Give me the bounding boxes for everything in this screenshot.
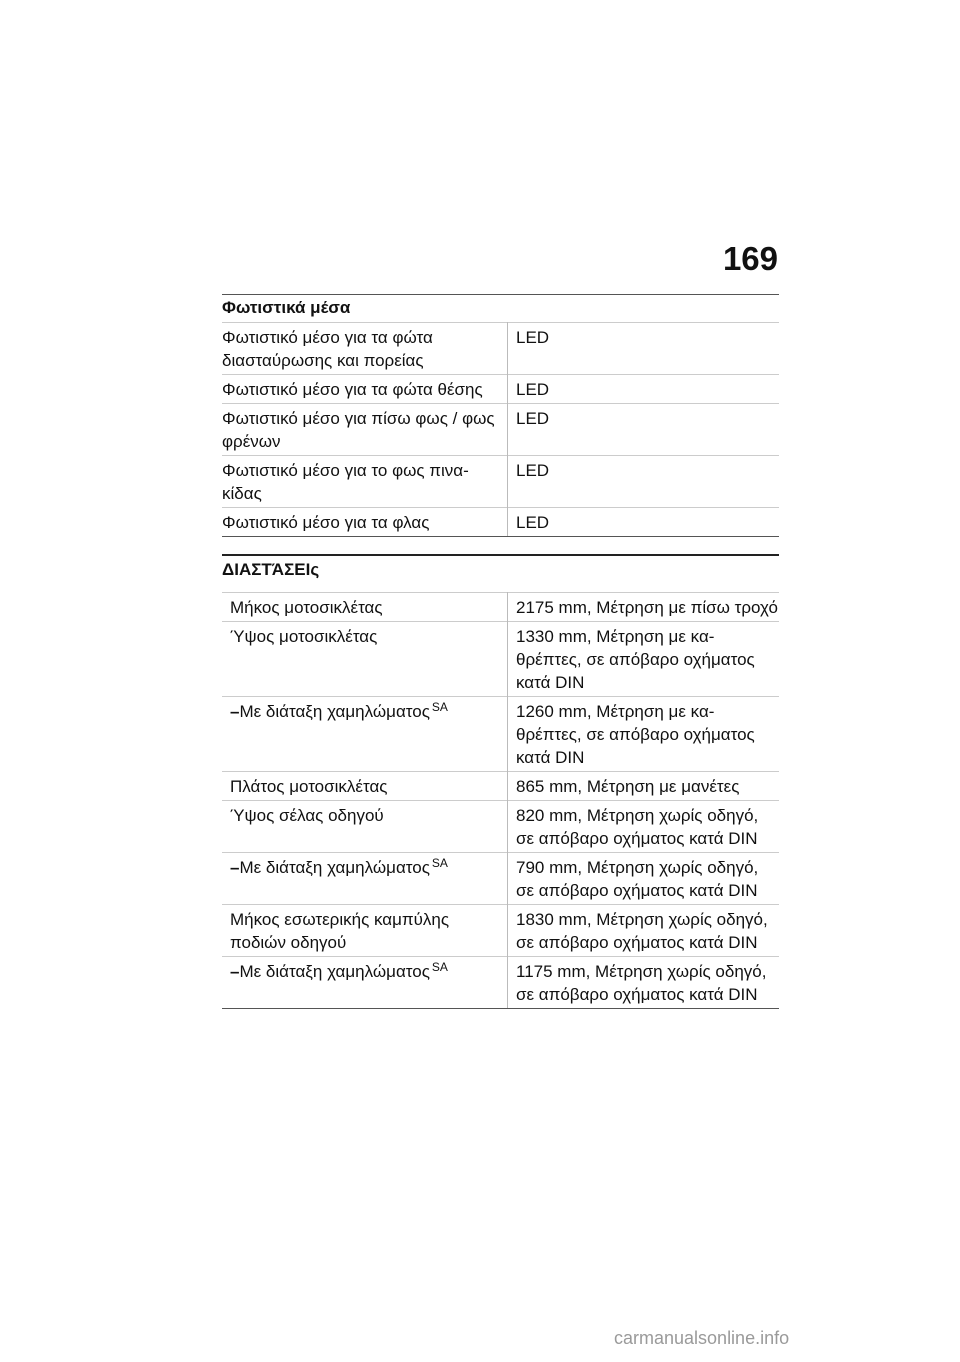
spec-label <box>222 772 508 801</box>
spec-label <box>222 957 508 1009</box>
table-row <box>222 508 779 537</box>
spec-value: LED <box>508 323 780 375</box>
spec-label <box>222 853 508 905</box>
table-row <box>222 404 779 456</box>
spec-label-text: Με διάταξη χαμηλώματος <box>239 962 430 981</box>
spec-value: 790 mm, Μέτρηση χωρίς οδηγό, σε απόβαρο οχήματος κατά DIN <box>508 853 780 905</box>
dash-marker: – <box>230 702 240 721</box>
spec-label-text: Ύψος σέλας οδηγού <box>230 806 384 825</box>
spec-value: LED <box>508 404 780 456</box>
sa-superscript: SA <box>431 856 448 870</box>
spec-label: Φωτιστικό μέσο για το φως πινα- κίδας <box>222 456 508 508</box>
sa-superscript: SA <box>431 960 448 974</box>
table-row <box>222 593 779 622</box>
dash-marker: – <box>230 962 240 981</box>
table-row <box>222 853 779 905</box>
spec-label <box>222 801 508 853</box>
table-row <box>222 905 779 957</box>
spec-label: Φωτιστικό μέσο για τα φλας <box>222 508 508 537</box>
spec-value: 1830 mm, Μέτρηση χωρίς οδηγό, σε απόβαρο οχήματος κατά DIN <box>508 905 780 957</box>
spec-label <box>222 593 508 622</box>
spec-label-text: Πλάτος μοτοσικλέτας <box>230 777 388 796</box>
dimensions-title: ΔΙΑΣΤΆΣΕΙς <box>222 560 320 579</box>
table-row <box>222 622 779 697</box>
dimensions-table <box>222 592 779 1009</box>
sa-superscript: SA <box>431 700 448 714</box>
spec-label <box>222 622 508 697</box>
spec-label: Φωτιστικό μέσο για πίσω φως / φως φρένων <box>222 404 508 456</box>
spec-value: 2175 mm, Μέτρηση με πίσω τροχό <box>508 593 780 622</box>
table-row <box>222 323 779 375</box>
spec-value: 1260 mm, Μέτρηση με κα- θρέπτες, σε απόβαρο οχήματος κατά DIN <box>508 697 780 772</box>
table-row <box>222 957 779 1009</box>
table-row <box>222 456 779 508</box>
page-number: 169 <box>722 240 778 277</box>
table-row <box>222 375 779 404</box>
table-row <box>222 801 779 853</box>
spec-label: Φωτιστικό μέσο για τα φώτα θέσης <box>222 375 508 404</box>
spec-value: LED <box>508 375 780 404</box>
dimensions-section <box>222 554 779 1009</box>
spec-value: LED <box>508 456 780 508</box>
lighting-title: Φωτιστικά μέσα <box>222 298 351 317</box>
spec-value: 865 mm, Μέτρηση με μανέτες <box>508 772 780 801</box>
dash-marker: – <box>230 858 240 877</box>
lighting-table <box>222 322 779 537</box>
spec-label: Φωτιστικό μέσο για τα φώτα διασταύρωσης και πορείας <box>222 323 508 375</box>
spec-label-text: Με διάταξη χαμηλώματος <box>239 858 430 877</box>
spec-content <box>222 294 779 1009</box>
table-row <box>222 772 779 801</box>
spec-value: 820 mm, Μέτρηση χωρίς οδηγό, σε απόβαρο οχήματος κατά DIN <box>508 801 780 853</box>
lighting-section <box>222 294 779 537</box>
spec-value: 1330 mm, Μέτρηση με κα- θρέπτες, σε απόβαρο οχήματος κατά DIN <box>508 622 780 697</box>
spec-label-text: Μήκος εσωτερικής καμπύλης ποδιών οδηγού <box>230 910 450 952</box>
spec-label-text: Μήκος μοτοσικλέτας <box>230 598 383 617</box>
spec-label-text: Με διάταξη χαμηλώματος <box>239 702 430 721</box>
table-row <box>222 697 779 772</box>
spec-value: 1175 mm, Μέτρηση χωρίς οδηγό, σε απόβαρο οχήματος κατά DIN <box>508 957 780 1009</box>
spec-label <box>222 697 508 772</box>
watermark-text: carmanualsonline.info <box>614 1328 790 1348</box>
spec-value: LED <box>508 508 780 537</box>
spec-label <box>222 905 508 957</box>
spec-label-text: Ύψος μοτοσικλέτας <box>230 627 378 646</box>
